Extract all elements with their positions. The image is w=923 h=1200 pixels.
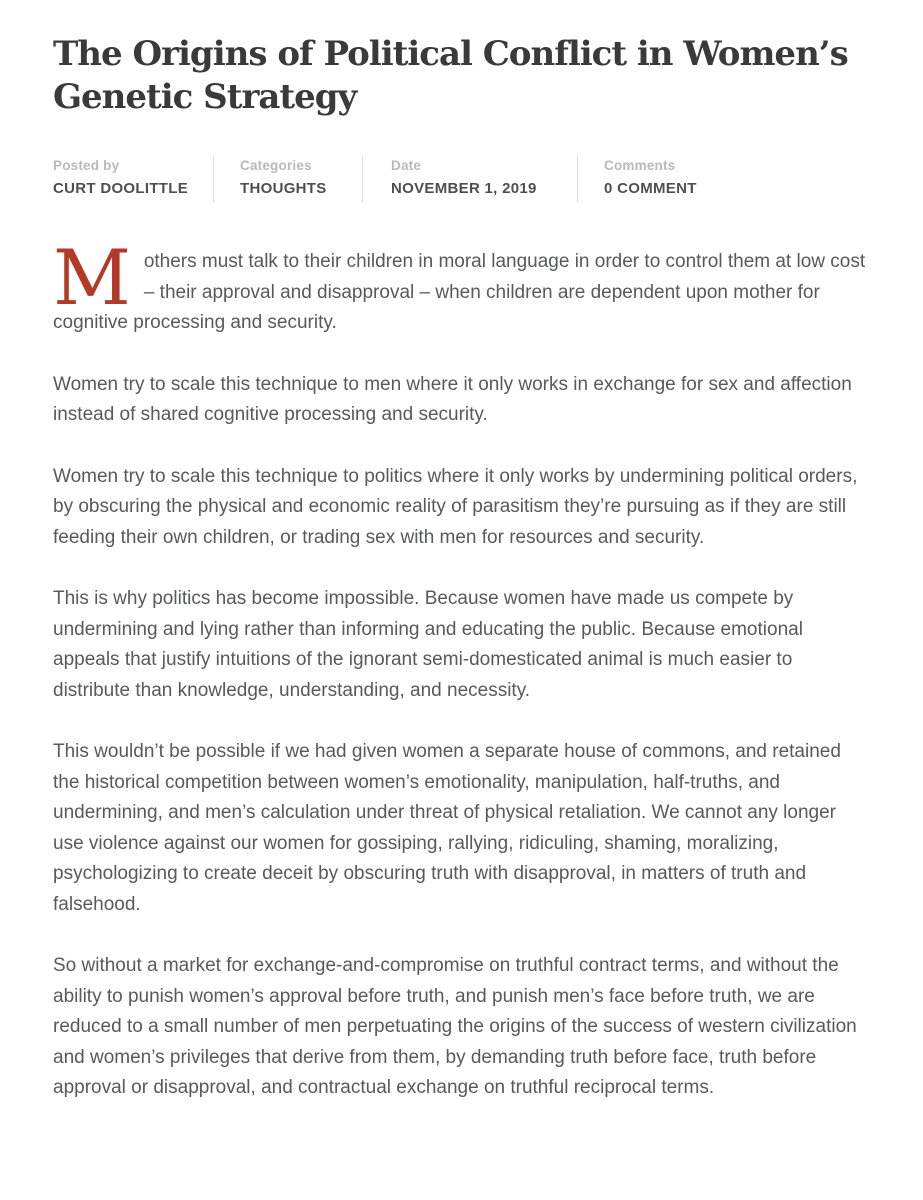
paragraph-4: This is why politics has become impossible. Because women have made us compete by undermining and lying rather than informing and educating the public. Because emotional appeals that justify intuitions of the ignorant semi-domesticated animal is much easier to distribute than knowledge, understanding, and necessity.	[53, 588, 803, 701]
meta-date-label: Date	[391, 158, 422, 173]
meta-date	[362, 156, 577, 202]
author-link[interactable]: CURT DOOLITTLE	[53, 180, 189, 197]
drop-cap: M	[53, 233, 131, 322]
meta-categories	[213, 156, 362, 202]
page-title: The Origins of Political Conflict in Women’s Genetic Strategy	[53, 34, 848, 117]
meta-comments	[577, 156, 870, 202]
post-date: NOVEMBER 1, 2019	[391, 180, 537, 197]
post-meta	[53, 156, 870, 202]
category-link[interactable]: THOUGHTS	[240, 180, 327, 197]
paragraph-1-text: others must talk to their children in moral language in order to control them at low cost – their approval and disapproval – when children are dependent upon mother for cognitive processing and security.	[53, 251, 866, 333]
paragraph-1	[53, 233, 870, 339]
paragraph-2: Women try to scale this technique to men where it only works in exchange for sex and affection instead of shared cognitive processing and security.	[53, 373, 852, 425]
meta-posted-by-label: Posted by	[53, 158, 120, 173]
meta-comments-label: Comments	[604, 158, 676, 173]
comments-link[interactable]: 0 COMMENT	[604, 180, 697, 197]
paragraph-6: So without a market for exchange-and-compromise on truthful contract terms, and without the ability to punish women’s approval before truth, and punish men’s face before truth, we are reduced to a small number of men perpetuating the origins of the success of western civilization and women’s privileges that derive from them, by demanding truth before face, truth before approval or disapproval, and contractual exchange on truthful reciprocal terms.	[53, 955, 857, 1098]
article-body	[53, 233, 870, 1104]
meta-posted-by	[53, 156, 213, 202]
paragraph-5: This wouldn’t be possible if we had given women a separate house of commons, and retained the historical competition between women’s emotionality, manipulation, half-truths, and undermining, and men’s calculation under threat of physical retaliation. We cannot any longer use violence against our women for gossiping, rallying, ridiculing, shaming, moralizing, psychologizing to create deceit by obscuring truth with disapproval, in matters of truth and falsehood.	[53, 741, 841, 915]
paragraph-3: Women try to scale this technique to politics where it only works by undermining political orders, by obscuring the physical and economic reality of parasitism they’re pursuing as if they are still feeding their own children, or trading sex with men for resources and security.	[53, 465, 858, 548]
meta-categories-label: Categories	[240, 158, 312, 173]
